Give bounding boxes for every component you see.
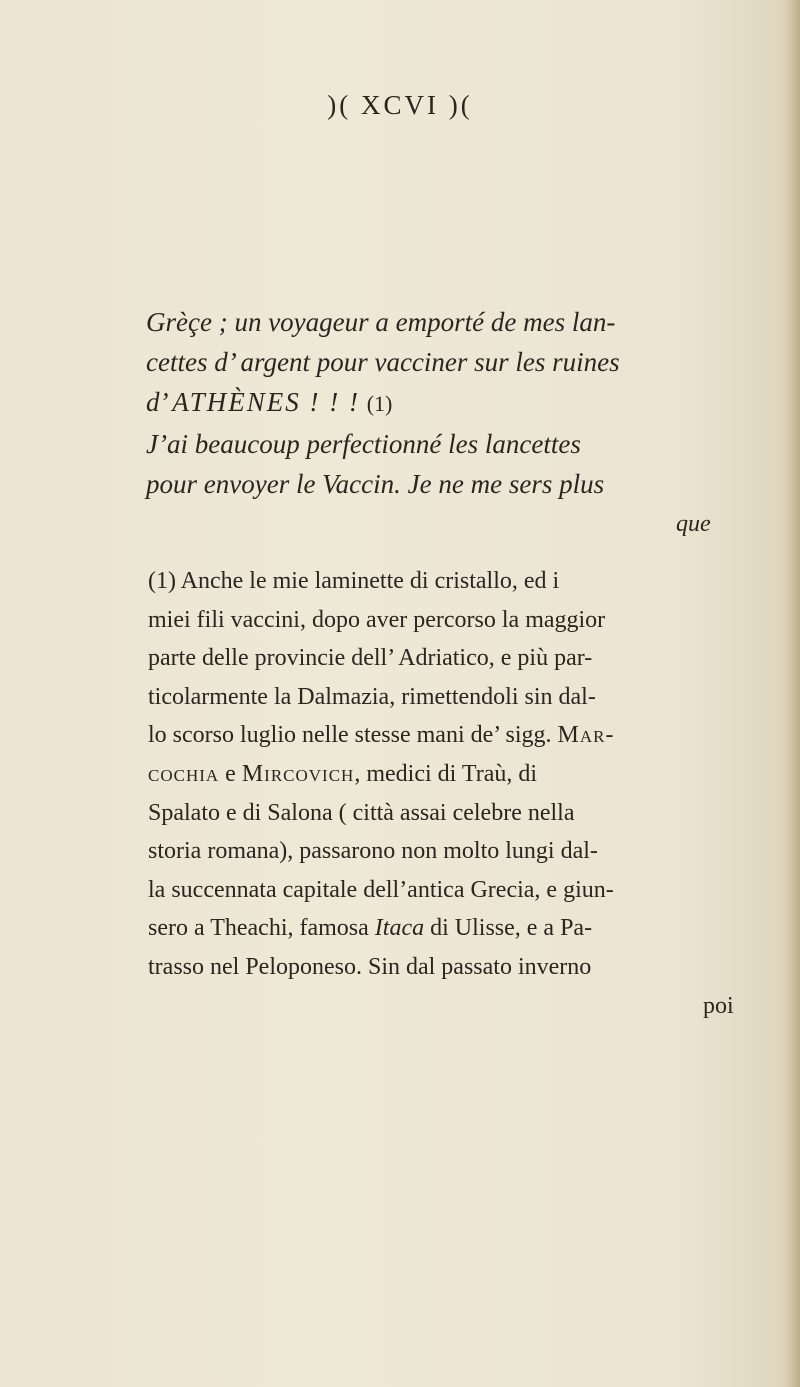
footnote-line: ticolarmente la Dalmazia, rimettendoli sin dal-	[148, 683, 596, 710]
footnote-line: (1) Anche le mie laminette di cristallo, ed i	[148, 568, 560, 594]
french-text-block	[146, 302, 766, 544]
text-fragment: di Ulisse, e a Pa-	[430, 915, 593, 942]
text-line: J’ai beaucoup perfectionné les lancettes	[146, 429, 581, 459]
text-fragment: lo scorso luglio nelle stesse mani de’ sigg.	[148, 722, 552, 749]
athenes-caps: ATHÈNES ! ! !	[172, 387, 360, 417]
footnote-line: la succennata capitale dell’antica Grecia, e giun-	[148, 876, 614, 903]
text-fragment: , medici di Traù, di	[354, 760, 538, 787]
footnote-line	[148, 755, 768, 794]
footnote-line: parte delle provincie dell’ Adriatico, e più par-	[148, 645, 593, 672]
footnote-line	[148, 716, 768, 755]
name-smallcaps: Mar-	[557, 722, 615, 749]
text-line: cettes d’ argent pour vacciner sur les ruines	[146, 347, 620, 377]
footnote-line: miei fili vaccini, dopo aver percorso la maggior	[148, 606, 606, 633]
footnote-line	[148, 909, 768, 948]
footnote-line: storia romana), passarono non molto lungi dal-	[148, 838, 598, 865]
catchword: poi	[703, 992, 734, 1019]
footnote-block	[148, 562, 768, 1025]
text-fragment: e	[225, 760, 236, 787]
name-smallcaps: cochia	[148, 760, 220, 787]
text-line	[146, 382, 766, 424]
name-smallcaps: Mircovich	[241, 760, 355, 787]
itaca-italic: Itaca	[374, 915, 425, 942]
page-number-header: )( XCVI )(	[327, 90, 473, 120]
text-line: pour envoyer le Vaccin. Je ne me sers plus	[146, 469, 605, 499]
footnote-line: trasso nel Peloponeso. Sin dal passato inverno	[148, 953, 592, 980]
footnote-line: Spalato e di Salona ( città assai celebre nella	[148, 799, 575, 826]
text-fragment: sero a Theachi, famosa	[148, 915, 369, 942]
page-edge-shadow	[786, 0, 800, 1387]
text-fragment: d’	[146, 387, 166, 417]
footnote-marker: (1)	[366, 391, 393, 416]
catchword: que	[676, 511, 711, 537]
text-line: Grèçe ; un voyageur a emporté de mes lan-	[146, 307, 616, 337]
